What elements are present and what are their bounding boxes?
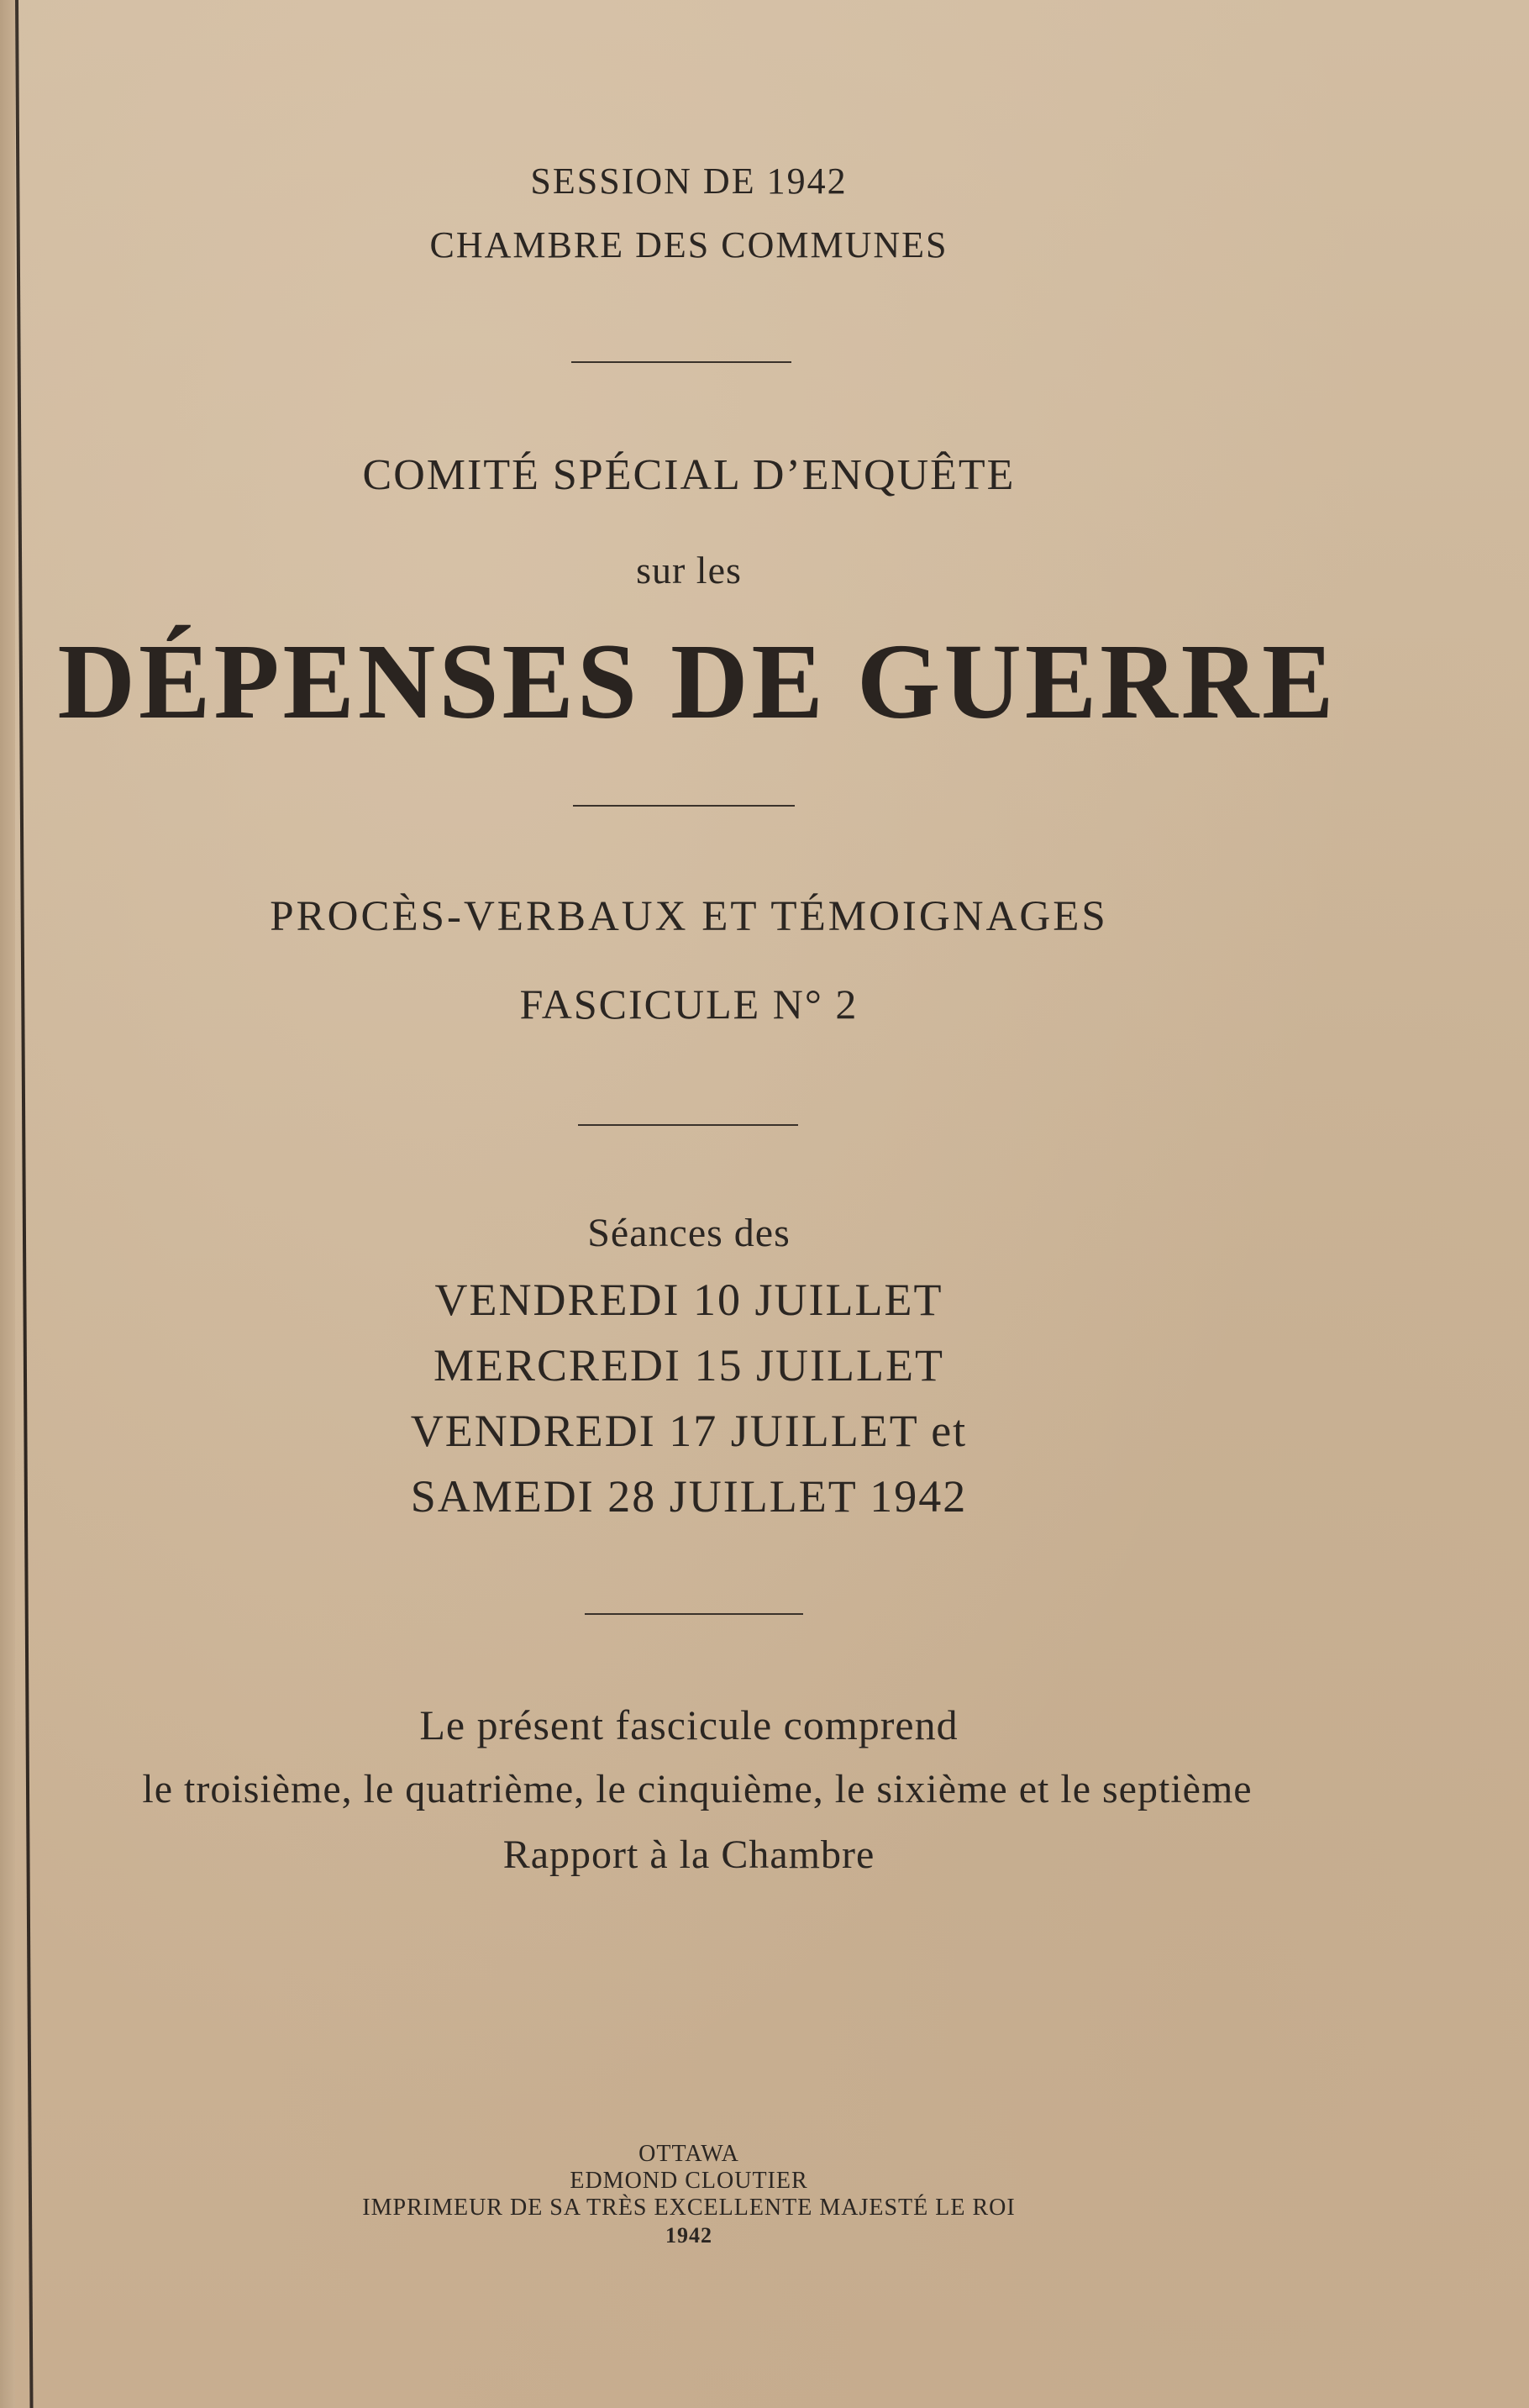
- binding-edge: [0, 0, 15, 2408]
- committee-heading: COMITÉ SPÉCIAL D’ENQUÊTE: [362, 451, 1016, 499]
- divider-rule-3: [578, 1124, 798, 1126]
- imprint-title: IMPRIMEUR DE SA TRÈS EXCELLENTE MAJESTÉ LE ROI: [362, 2195, 1016, 2221]
- session-date: SAMEDI 28 JUILLET 1942: [410, 1471, 968, 1522]
- fascicule-number: FASCICULE N° 2: [519, 981, 859, 1028]
- session-date: MERCREDI 15 JUILLET: [433, 1340, 944, 1391]
- imprint-year: 1942: [665, 2223, 712, 2248]
- chamber-heading: CHAMBRE DES COMMUNES: [429, 224, 948, 266]
- session-heading: SESSION DE 1942: [530, 160, 848, 202]
- proces-verbaux-heading: PROCÈS-VERBAUX ET TÉMOIGNAGES: [270, 893, 1108, 940]
- imprint-city: OTTAWA: [638, 2141, 739, 2167]
- contents-line-2: le troisième, le quatrième, le cinquième, le sixième et le septième: [142, 1767, 1253, 1811]
- main-title: DÉPENSES DE GUERRE: [57, 622, 1337, 741]
- contents-line-3: Rapport à la Chambre: [502, 1832, 875, 1877]
- divider-rule-4: [585, 1613, 803, 1615]
- divider-rule-1: [571, 361, 791, 363]
- contents-line-1: Le présent fascicule comprend: [419, 1701, 959, 1748]
- divider-rule-2: [573, 805, 795, 807]
- binding-line: [15, 0, 34, 2408]
- session-date: VENDREDI 17 JUILLET et: [410, 1406, 968, 1456]
- seances-intro: Séances des: [587, 1211, 791, 1255]
- imprint-printer: EDMOND CLOUTIER: [570, 2168, 808, 2194]
- session-date: VENDREDI 10 JUILLET: [434, 1275, 943, 1325]
- sur-les-text: sur les: [636, 549, 742, 591]
